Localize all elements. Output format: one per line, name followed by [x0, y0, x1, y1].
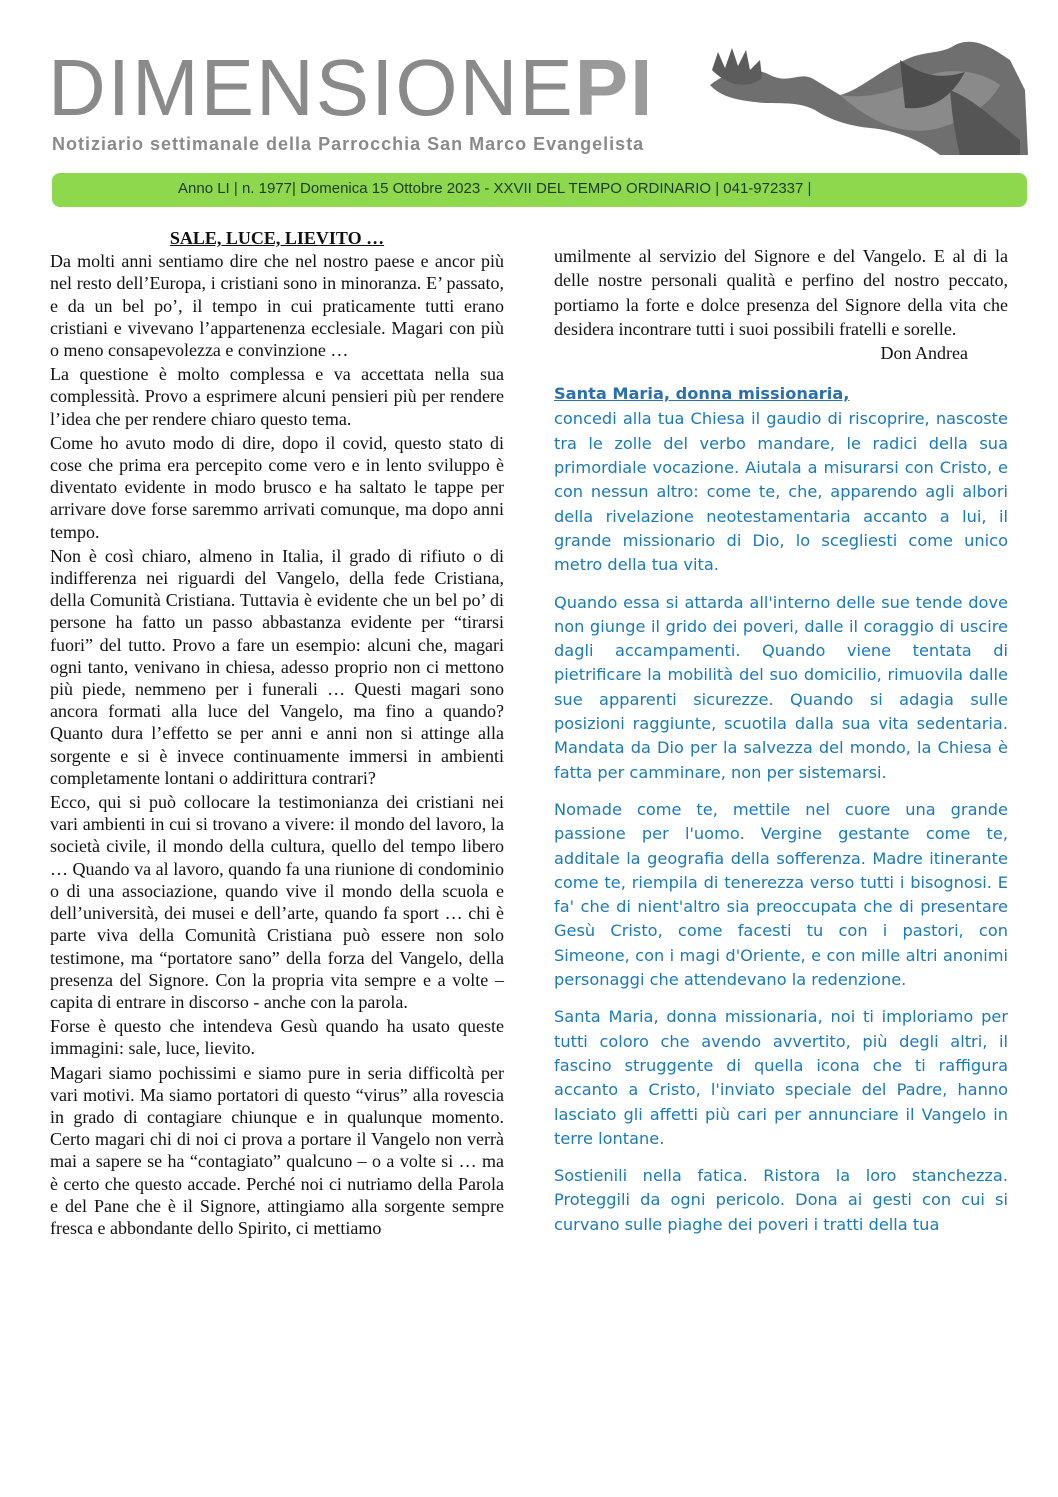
- article-paragraph: La questione è molto complessa e va accettata nella sua complessità. Provo a esprimere alcuni pensieri più per rendere l’idea che per rendere chiaro questo tema.: [50, 364, 504, 429]
- article-paragraph: Come ho avuto modo di dire, dopo il covid, questo stato di cose che prima era percepito come vero e in lento sviluppo è diventato evidente in modo brusco e ha saltato le tappe per arrivare dove forse saremmo arrivati comunque, ma dopo anni tempo.: [50, 432, 504, 542]
- article-paragraph: Ecco, qui si può collocare la testimonianza dei cristiani nei vari ambienti in cui si trovano a vivere: il mondo del lavoro, la società civile, il mondo della cultura, quello del tempo libero … Quando va al lavoro, quando fa una riunione di condominio o di una associazione, quando vive il mondo della scuola e dell’università, dei musei e dell’arte, quando fa sport … chi è parte viva della Comunità Cristiana può essere non solo testimone, ma “portatore sano” della forza del Vangelo, della presenza del Signore. Con la propria vita sempre e a volte – capita di entrare in discorso - anche con la parola.: [50, 792, 504, 1012]
- right-column: [554, 227, 1008, 1250]
- article-paragraph: Forse è questo che intendeva Gesù quando ha usato queste immagini: sale, luce, lievito.: [50, 1016, 504, 1059]
- prayer-paragraph: Nomade come te, mettile nel cuore una grande passione per l'uomo. Vergine gestante come te, additale la geografia della sofferenza. Madre itinerante come te, riempila di tenerezza verso tutti i bisognosi. E fa' che di nient'altro sia preoccupata che di presentare Gesù Cristo, come facesti tu con i pastori, con Simeone, con i magi d'Oriente, e con mille altri anonimi personaggi che attendevano la redenzione.: [554, 799, 1008, 990]
- article-paragraph: Magari siamo pochissimi e siamo pure in seria difficoltà per vari motivi. Ma siamo portatori di questo “virus” alla rovescia in grado di contagiare chiunque e in qualunque momento. Certo magari chi di noi ci prova a portare il Vangelo non verrà mai a sapere se ha “contagiato” qualcuno – o a volte si … ma è certo che questo accade. Perché noi ci nutriamo della Parola e del Pane che è il Signore, attingiamo alla sorgente sempre fresca e abbondante dello Spirito, ci mettiamo: [50, 1062, 504, 1238]
- sculpture-image: [690, 30, 1030, 160]
- masthead-subtitle: Notiziario settimanale della Parrocchia San Marco Evangelista: [52, 134, 645, 154]
- prayer-section: [554, 382, 1008, 1237]
- masthead-main: DIMENSIONE: [48, 43, 575, 132]
- prayer-paragraph: Sostienili nella fatica. Ristora la loro stanchezza. Proteggili da ogni pericolo. Dona ai gesti con cui si curvano sulle piaghe dei poveri i tratti della tua: [554, 1166, 1008, 1234]
- prayer-paragraph: Quando essa si attarda all'interno delle sue tende dove non giunge il grido dei poveri, dalle il coraggio di uscire dagli accampamenti. Quando viene tentata di pietrificare la mobilità del suo domicilio, rimuovila dalle sue apparenti sicurezze. Quando si adagia sulle posizioni raggiunte, scuotila dalla sua vita sedentaria. Mandata da Dio per la salvezza del mondo, la Chiesa è fatta per camminare, non per sistemarsi.: [554, 592, 1008, 782]
- article-title: SALE, LUCE, LIEVITO …: [169, 228, 385, 248]
- prayer-paragraph: Santa Maria, donna missionaria, noi ti imploriamo per tutti coloro che avendo avvertito, più degli altri, il fascino struggente di quella icona che ti raffigura accanto a Cristo, l'inviato speciale del Padre, hanno lasciato gli affetti più cari per annunciare il Vangelo in terre lontane.: [554, 1007, 1008, 1148]
- info-banner: [52, 173, 1027, 207]
- prayer-paragraph: concedi alla tua Chiesa il gaudio di riscoprire, nascoste tra le zolle del verbo mandare, le radici della sua primordiale vocazione. Aiutala a misurarsi con Cristo, e con nessun altro: come te, che, apparendo agli albori della rivelazione neotestamentaria accanto a lui, il grande missionario di Dio, lo scegliesti come unico metro della tua vita.: [554, 409, 1008, 575]
- article-signature: Don Andrea: [880, 343, 968, 364]
- article-paragraph: Da molti anni sentiamo dire che nel nostro paese e ancor più nel resto dell’Europa, i cristiani sono in minoranza. E’ passato, e da un bel po’, il tempo in cui praticamente tutti erano cristiani e vivevano l’appartenenza ecclesiale. Magari con più o meno consapevolezza e convinzione …: [50, 251, 504, 361]
- masthead: [48, 40, 654, 136]
- article-continuation: umilmente al servizio del Signore e del Vangelo. E al di la delle nostre personali qualità e perfino del nostro peccato, portiamo la forte e dolce presenza del Signore della vita che desidera incontrare tutti i suoi possibili fratelli e sorelle.: [554, 246, 1008, 339]
- article-paragraph: Non è così chiaro, almeno in Italia, il grado di rifiuto o di indifferenza nei riguardi del Vangelo, della fede Cristiana, della Comunità Cristiana. Tuttavia è evidente che un bel po’ di persone ha fatto un passo abbastanza evidente per “tirarsi fuori” del tutto. Provo a fare un esempio: alcuni che, magari ogni tanto, venivano in chiesa, adesso proprio non ci mettono più piede, nemmeno per i funerali … Questi magari sono ancora formati alla luce del Vangelo, ma fino a quando? Quanto dura l’effetto se per anni e anni non si attinge alla sorgente e si è invece continuamente immersi in ambienti completamente lontani o addirittura contrari?: [50, 545, 504, 788]
- prayer-heading: Santa Maria, donna missionaria,: [554, 384, 850, 404]
- article-column: [50, 227, 504, 1241]
- info-banner-text: Anno LI | n. 1977| Domenica 15 Ottobre 2023 - XXVII DEL TEMPO ORDINARIO | 041-972337 |: [178, 180, 812, 197]
- masthead-accent: PI: [574, 43, 655, 132]
